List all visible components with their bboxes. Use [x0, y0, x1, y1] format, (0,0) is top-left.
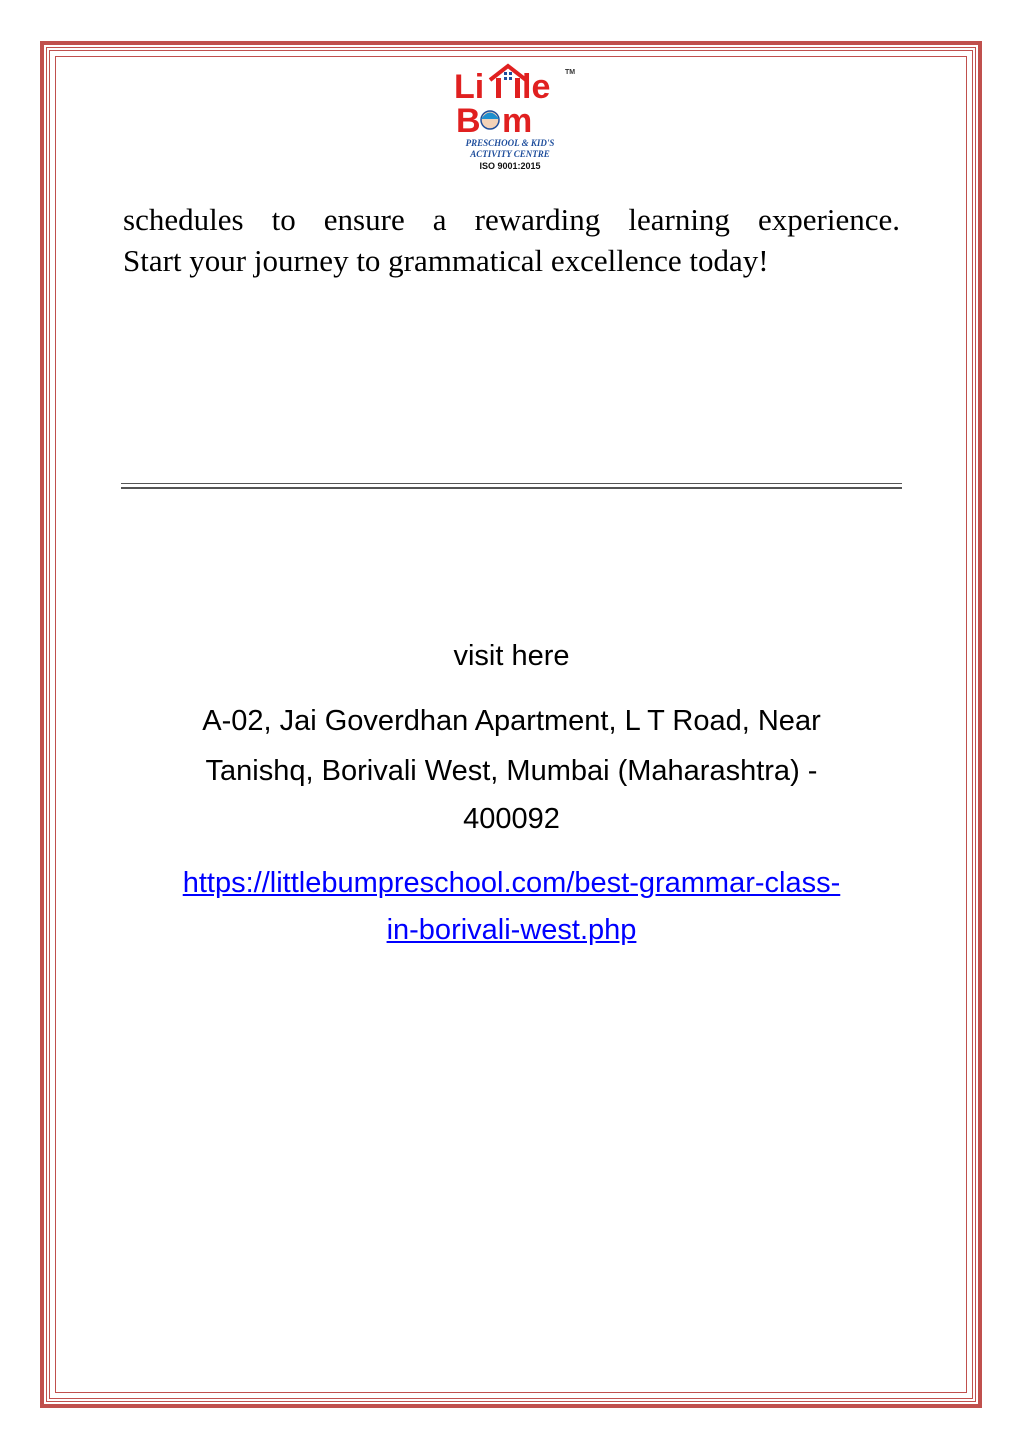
house-icon — [490, 66, 526, 98]
website-link[interactable]: https://littlebumpreschool.com/best-grammar-class- — [182, 867, 841, 899]
svg-text:TM: TM — [565, 69, 576, 76]
svg-text:ISO 9001:2015: ISO 9001:2015 — [479, 161, 541, 171]
website-link-line-1[interactable] — [123, 867, 900, 900]
divider — [121, 483, 902, 489]
baby-icon — [481, 111, 499, 129]
svg-text:Li: Li — [454, 68, 485, 106]
svg-text:ACTIVITY CENTRE: ACTIVITY CENTRE — [470, 149, 550, 159]
address-line-2: Tanishq, Borivali West, Mumbai (Maharashtra) - — [205, 755, 818, 787]
svg-text:m: m — [502, 102, 533, 140]
website-link-continued[interactable]: in-borivali-west.php — [386, 914, 637, 946]
website-link-line-2[interactable] — [123, 914, 900, 947]
little-bum-logo — [440, 58, 580, 176]
svg-text:B: B — [456, 102, 481, 140]
svg-text:le: le — [522, 68, 551, 106]
svg-text:PRESCHOOL & KID'S: PRESCHOOL & KID'S — [465, 138, 555, 148]
paragraph-line-1: schedules to ensure a rewarding learning experience. — [123, 202, 900, 237]
address-line-3: 400092 — [463, 803, 560, 835]
visit-label: visit here — [453, 640, 570, 672]
paragraph-line-2: Start your journey to grammatical excellence today! — [123, 243, 769, 278]
address-line-1: A-02, Jai Goverdhan Apartment, L T Road, Near — [202, 705, 821, 737]
